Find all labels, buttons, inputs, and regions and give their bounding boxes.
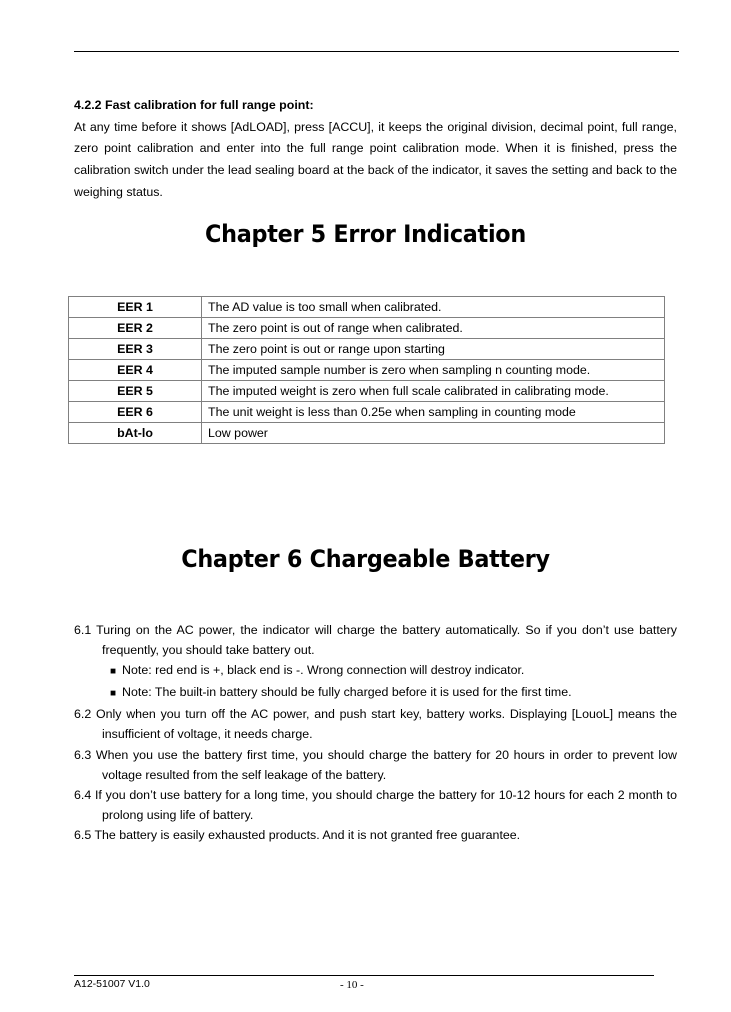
error-row bbox=[69, 297, 665, 318]
error-code: EER 3 bbox=[69, 339, 202, 360]
error-code: EER 5 bbox=[69, 381, 202, 402]
bullet-square-icon: ■ bbox=[110, 688, 117, 700]
bullet-square-icon: ■ bbox=[110, 666, 117, 678]
error-description: The zero point is out of range when calibrated. bbox=[202, 318, 665, 339]
chapter-5-title: Chapter 5 Error Indication bbox=[205, 220, 526, 248]
error-row bbox=[69, 423, 665, 444]
footer-rule bbox=[74, 975, 654, 976]
section-4-2-2 bbox=[74, 95, 677, 204]
error-row bbox=[69, 402, 665, 423]
footer-page-number: - 10 - bbox=[340, 979, 364, 991]
error-row bbox=[69, 360, 665, 381]
chapter-6-body bbox=[74, 620, 677, 845]
item-6-1: 6.1 Turing on the AC power, the indicator will charge the battery automatically. So if you don’t use battery frequently, you should take battery out. bbox=[74, 623, 677, 658]
error-code: EER 2 bbox=[69, 318, 202, 339]
section-paragraph: At any time before it shows [AdLOAD], press [ACCU], it keeps the original division, decimal point, full range, zero point calibration and enter into the full range point calibration mode. When it is finished, press the calibration switch under the lead sealing board at the back of the indicator, it saves the setting and back to the weighing status. bbox=[74, 119, 677, 199]
error-description: The zero point is out or range upon starting bbox=[202, 339, 665, 360]
error-description: The unit weight is less than 0.25e when sampling in counting mode bbox=[202, 402, 665, 423]
item-6-3: 6.3 When you use the battery first time, you should charge the battery for 20 hours in order to prevent low voltage resulted from the self leakage of the battery. bbox=[74, 747, 677, 782]
item-6-2: 6.2 Only when you turn off the AC power, and push start key, battery works. Displaying [LouoL] means the insufficient of voltage, it needs charge. bbox=[74, 707, 677, 742]
note-1-text: Note: red end is +, black end is -. Wrong connection will destroy indicator. bbox=[122, 663, 525, 678]
error-description: The imputed sample number is zero when sampling n counting mode. bbox=[202, 360, 665, 381]
error-code: EER 1 bbox=[69, 297, 202, 318]
note-1 bbox=[74, 660, 677, 682]
error-table-body bbox=[69, 297, 665, 444]
error-code: EER 4 bbox=[69, 360, 202, 381]
header-rule bbox=[74, 51, 679, 52]
chapter-6-title: Chapter 6 Chargeable Battery bbox=[181, 545, 550, 573]
item-6-4: 6.4 If you don’t use battery for a long time, you should charge the battery for 10-12 hours for each 2 month to prolong using life of battery. bbox=[74, 787, 677, 822]
item-6-5: 6.5 The battery is easily exhausted products. And it is not granted free guarantee. bbox=[74, 827, 521, 842]
error-table bbox=[68, 296, 665, 444]
error-row bbox=[69, 381, 665, 402]
error-code: bAt-lo bbox=[69, 423, 202, 444]
error-description: The AD value is too small when calibrated. bbox=[202, 297, 665, 318]
section-heading: 4.2.2 Fast calibration for full range point: bbox=[74, 98, 314, 112]
error-description: Low power bbox=[202, 423, 665, 444]
error-code: EER 6 bbox=[69, 402, 202, 423]
error-row bbox=[69, 339, 665, 360]
footer-doc-code: A12-51007 V1.0 bbox=[74, 978, 150, 990]
error-description: The imputed weight is zero when full scale calibrated in calibrating mode. bbox=[202, 381, 665, 402]
note-2-text: Note: The built-in battery should be fully charged before it is used for the first time. bbox=[122, 685, 572, 700]
note-2 bbox=[74, 682, 677, 704]
error-row bbox=[69, 318, 665, 339]
